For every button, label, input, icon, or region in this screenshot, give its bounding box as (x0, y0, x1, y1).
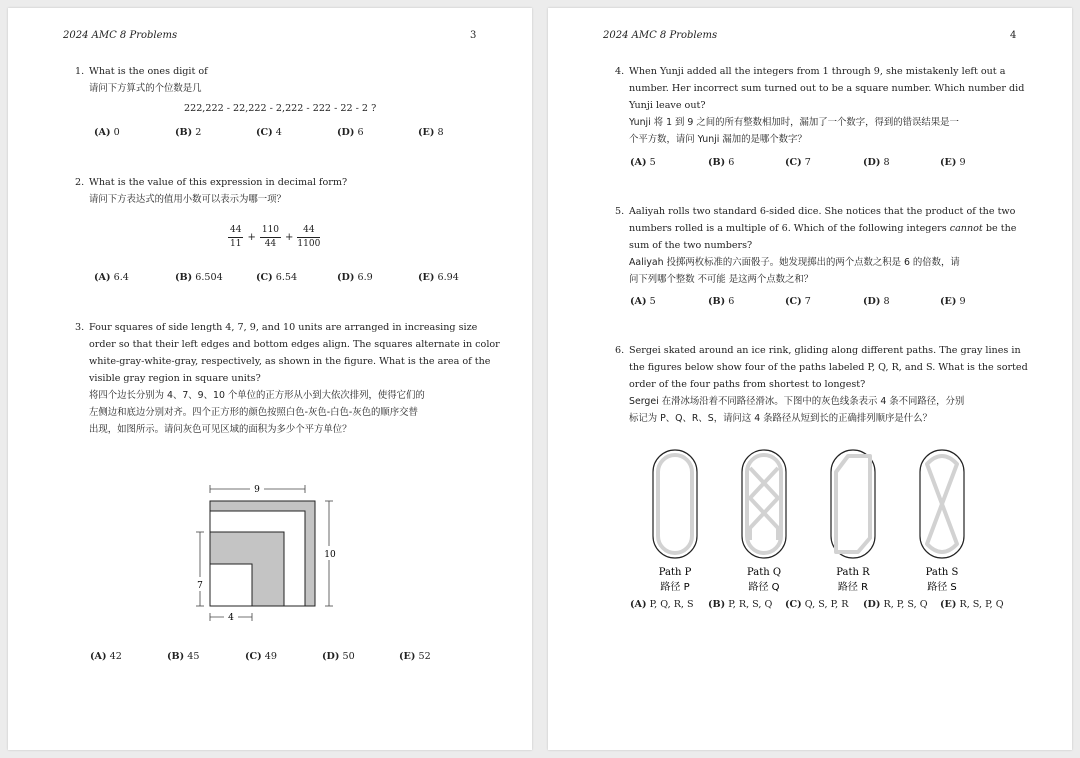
problem-text-zh-line: 标记为 P、Q、R、S，请问这 4 条路径从短到长的正确排列顺序是什么？ (629, 413, 932, 424)
problem-text-en-line: visible gray region in square units? (89, 373, 261, 384)
page-number: 4 (1010, 30, 1017, 41)
plus-sign: + (247, 232, 256, 243)
choice-c[interactable]: (C) 49 (245, 651, 277, 662)
problem-1-expression: 222,222 - 22,222 - 2,222 - 222 - 22 - 2 ? (184, 103, 377, 114)
path-s-label: Path S (925, 567, 959, 578)
dimension-label-top: 9 (254, 485, 260, 495)
choice-e[interactable]: (E) 9 (940, 157, 966, 168)
problem-2 (75, 174, 495, 208)
problem-number: 2. (75, 177, 85, 188)
page-number: 3 (470, 30, 477, 41)
problem-number: 6. (615, 345, 625, 356)
problem-text-zh-line: Sergei 在滑冰场沿着不同路径滑冰。下图中的灰色线条表示 4 条不同路径，分别 (629, 396, 965, 407)
choice-d[interactable]: (D) R, P, S, Q (863, 599, 928, 610)
choice-a[interactable]: (A) 5 (630, 157, 656, 168)
problem-text-zh-line: 个平方数，请问 Yunji 漏加的是哪个数字？ (629, 134, 807, 145)
problem-5 (615, 203, 1035, 288)
page-3 (8, 8, 532, 750)
path-p-figure (653, 450, 697, 558)
problem-text-en-line: When Yunji added all the integers from 1 through 9, she mistakenly left out a (629, 66, 1006, 77)
problem-text-en-line: white-gray-white-gray, respectively, as shown in the figure. What is the area of the (89, 356, 491, 367)
choice-c[interactable]: (C) 6.54 (256, 272, 298, 283)
dimension-label-bottom: 4 (228, 613, 234, 623)
problem-text-en-line: order so that their left edges and bottom edges align. The squares alternate in color (89, 339, 500, 350)
problem-number: 3. (75, 322, 85, 333)
problem-3 (75, 319, 500, 438)
choice-a[interactable]: (A) 5 (630, 296, 656, 307)
path-q-label-zh: 路径 Q (748, 582, 780, 593)
problem-text-en-line: the figures below show four of the paths labeled P, Q, R, and S. What is the sorted (629, 362, 1028, 373)
problem-text-zh: 请问下方表达式的值用小数可以表示为哪一项？ (89, 194, 286, 205)
emphasis-cannot: cannot (949, 223, 983, 234)
path-p-label: Path P (658, 567, 692, 578)
problem-number: 5. (615, 206, 625, 217)
problem-2-expression (228, 224, 320, 251)
choice-b[interactable]: (B) 6.504 (175, 272, 223, 283)
running-header: 2024 AMC 8 Problems (63, 30, 178, 41)
path-p-label-zh: 路径 P (660, 582, 690, 593)
problem-text-zh-line: Yunji 将 1 到 9 之间的所有整数相加时，漏加了一个数字，得到的错误结果是一 (629, 117, 959, 128)
problem-text-en-line: order of the four paths from shortest to longest? (629, 379, 866, 390)
choice-d[interactable]: (D) 6.9 (337, 272, 373, 283)
choice-b[interactable]: (B) P, R, S, Q (708, 599, 773, 610)
fraction: $\frac{110}{44}$ (261, 225, 280, 249)
problem-text-en-line: sum of the two numbers? (629, 240, 753, 251)
choice-b[interactable]: (B) 6 (708, 157, 735, 168)
square-4-white (210, 564, 252, 606)
problem-text-en-line: Yunji leave out? (629, 100, 706, 111)
squares-figure (188, 478, 358, 628)
problem-text-zh-line: 左侧边和底边分别对齐。四个正方形的颜色按照白色-灰色-白色-灰色的顺序交替 (89, 407, 418, 418)
choice-e[interactable]: (E) 6.94 (418, 272, 459, 283)
problem-text-en: What is the ones digit of (89, 66, 208, 77)
problem-text-en-line: number. Her incorrect sum turned out to be a square number. Which number did (629, 83, 1025, 94)
problem-text-en-line: Sergei skated around an ice rink, gliding along different paths. The gray lines in (629, 345, 1021, 356)
dimension-label-right: 10 (324, 550, 336, 560)
choice-b[interactable]: (B) 2 (175, 127, 202, 138)
fraction: $\frac{44}{11}$ (230, 225, 242, 249)
running-header: 2024 AMC 8 Problems (603, 30, 718, 41)
path-r-label-zh: 路径 R (837, 582, 869, 593)
problem-6 (615, 342, 1035, 427)
problem-number: 1. (75, 66, 85, 77)
problem-text-zh: 请问下方算式的个位数是几 (89, 83, 202, 94)
problem-text-en-line: numbers rolled is a multiple of 6. Which of the following integers cannot be the (629, 223, 1017, 234)
path-q-figure (742, 450, 786, 558)
problem-text-zh-line: 将四个边长分别为 4、7、9、10 个单位的正方形从小到大依次排列，使得它们的 (89, 390, 425, 401)
problem-text-zh-line: 问下列哪个整数 不可能 是这两个点数之和？ (629, 274, 814, 285)
choice-d[interactable]: (D) 50 (322, 651, 355, 662)
plus-sign: + (285, 232, 294, 243)
fraction: $\frac{44}{1100}$ (297, 225, 321, 249)
choice-c[interactable]: (C) 4 (256, 127, 282, 138)
path-q-label: Path Q (746, 567, 782, 578)
path-s-figure (920, 450, 964, 558)
problem-text-zh-line: 出现，如图所示。请问灰色可见区域的面积为多少个平方单位？ (89, 424, 352, 435)
page-4 (548, 8, 1072, 750)
choice-a[interactable]: (A) 0 (94, 127, 120, 138)
choice-e[interactable]: (E) 52 (399, 651, 431, 662)
choice-a[interactable]: (A) 6.4 (94, 272, 129, 283)
choice-e[interactable]: (E) R, S, P, Q (940, 599, 1004, 610)
problem-text-en: What is the value of this expression in decimal form? (89, 177, 348, 188)
choice-c[interactable]: (C) 7 (785, 157, 811, 168)
choice-c[interactable]: (C) Q, S, P, R (785, 599, 849, 610)
problem-1 (75, 63, 495, 97)
problem-4 (615, 63, 1035, 148)
choice-e[interactable]: (E) 8 (418, 127, 444, 138)
path-r-label: Path R (836, 567, 870, 578)
problem-text-en-line: Aaliyah rolls two standard 6-sided dice. She notices that the product of the two (629, 206, 1016, 217)
choice-b[interactable]: (B) 6 (708, 296, 735, 307)
problem-text-zh-line: Aaliyah 投掷两枚标准的六面骰子。她发现掷出的两个点数之积是 6 的倍数，请 (629, 257, 960, 268)
choice-b[interactable]: (B) 45 (167, 651, 200, 662)
choice-d[interactable]: (D) 6 (337, 127, 364, 138)
choice-e[interactable]: (E) 9 (940, 296, 966, 307)
choice-d[interactable]: (D) 8 (863, 157, 890, 168)
choice-d[interactable]: (D) 8 (863, 296, 890, 307)
choice-a[interactable]: (A) 42 (90, 651, 122, 662)
path-s-label-zh: 路径 S (927, 582, 957, 593)
problem-number: 4. (615, 66, 625, 77)
path-r-figure (831, 450, 875, 558)
problem-text-en-line: Four squares of side length 4, 7, 9, and 10 units are arranged in increasing size (89, 322, 478, 333)
paths-figure (643, 444, 983, 596)
dimension-label-left: 7 (197, 581, 203, 591)
choice-a[interactable]: (A) P, Q, R, S (630, 599, 694, 610)
choice-c[interactable]: (C) 7 (785, 296, 811, 307)
